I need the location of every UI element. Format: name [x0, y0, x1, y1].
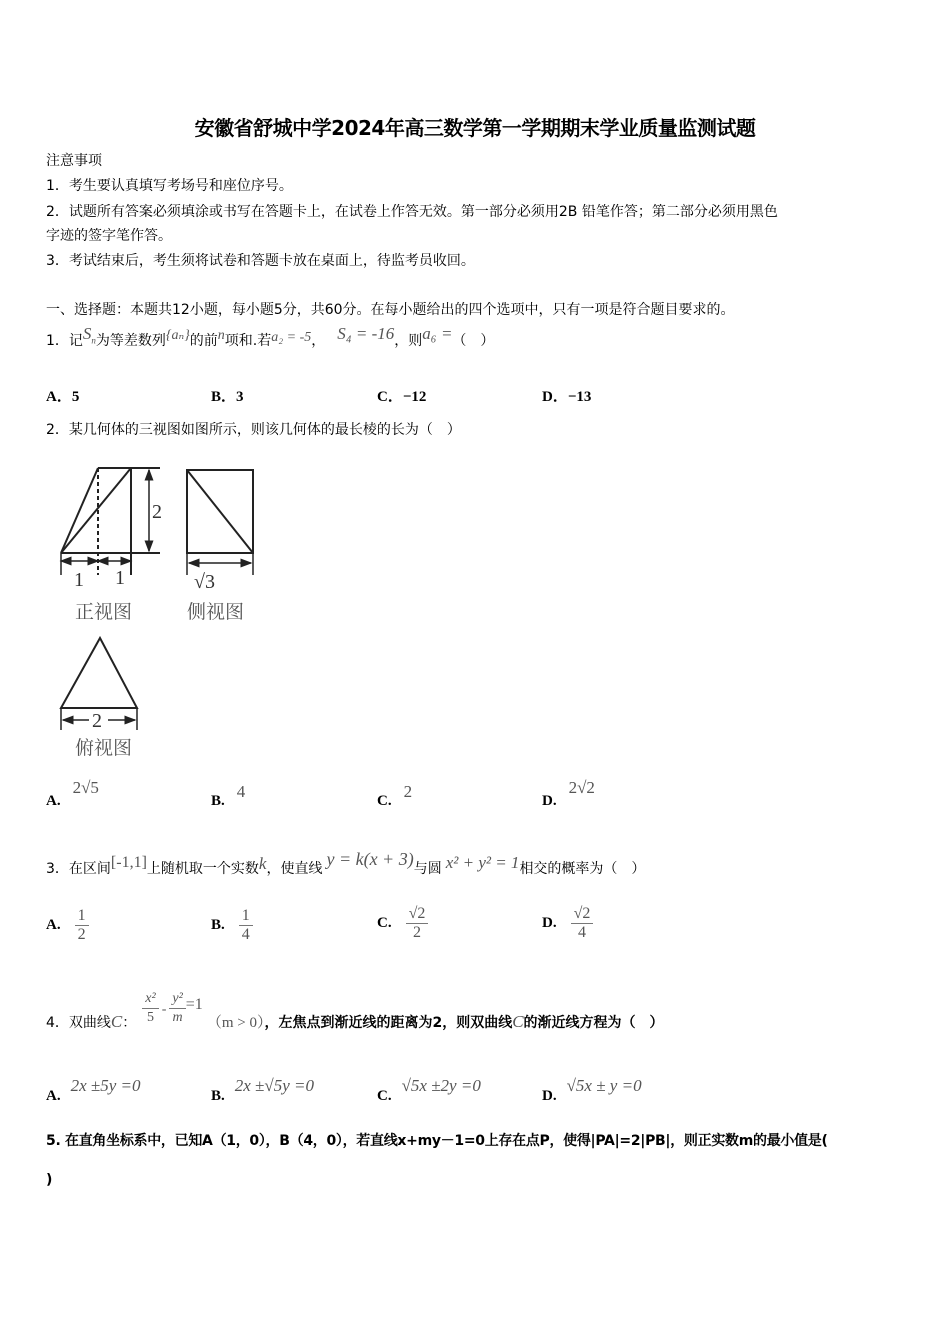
q1-text: 项和.若 — [224, 333, 272, 349]
q1-n: n — [217, 328, 225, 343]
q4-frac1-den: 5 — [146, 1010, 154, 1025]
note-item: 字迹的签字笔作答。 — [46, 228, 172, 244]
front-view — [61, 468, 160, 575]
q1-an: {aₙ} — [165, 328, 190, 343]
page-title: 安徽省舒城中学2024年高三数学第一学期期末学业质量监测试题 — [194, 116, 756, 140]
q4-c: C — [110, 1011, 123, 1031]
q1-option-c[interactable]: C．−12 — [377, 389, 427, 405]
side-view — [187, 470, 253, 575]
q3-option-a[interactable]: A. $\frac{1}{2}$ — [46, 907, 89, 944]
q2-option-d[interactable]: D.2√2 — [542, 778, 595, 809]
side-view-label: 侧视图 — [187, 602, 245, 623]
question-3 — [46, 849, 646, 879]
side-diagonal — [187, 470, 253, 553]
q1-option-a[interactable]: A．5 — [46, 389, 80, 405]
question-1 — [46, 324, 495, 356]
q3-text: 上随机取一个实数 — [146, 861, 259, 877]
question-2: 2．某几何体的三视图如图所示，则该几何体的最长棱的长为（ ） — [46, 422, 461, 438]
q1-text: （ ） — [452, 333, 495, 349]
q1-option-d[interactable]: D．−13 — [542, 389, 592, 405]
q3-text: ，使直线 — [266, 861, 323, 877]
dim-top-label: 2 — [92, 710, 102, 732]
question-5-continued: ) — [46, 1172, 53, 1188]
dim-height-label: 2 — [152, 501, 162, 523]
q1-ask: a₆ = — [422, 324, 453, 343]
q1-text: 1．记 — [46, 333, 83, 349]
top-view-label: 俯视图 — [75, 738, 133, 759]
front-view-label: 正视图 — [75, 602, 133, 623]
q1-cond1: a₂ = -5 — [271, 330, 312, 345]
q2-option-a[interactable]: A.2√5 — [46, 778, 99, 809]
q4-option-a[interactable]: A.2x ±5y =0 — [46, 1076, 141, 1104]
q2-option-c[interactable]: C. 2 — [377, 782, 413, 809]
q1-text: 为等差数列 — [95, 333, 166, 349]
q3-text: 与圆 — [413, 861, 442, 877]
q4-frac2-num: y² — [169, 990, 185, 1009]
q3-text: 相交的概率为（ ） — [519, 861, 646, 877]
q3-circle: x² + y² = 1 — [445, 853, 520, 872]
note-item: 3．考试结束后，考生须将试卷和答题卡放在桌面上，待监考员收回。 — [46, 253, 475, 269]
section-heading: 一、选择题：本题共12小题，每小题5分，共60分。在每小题给出的四个选项中，只有一项是符合题目要求的。 — [46, 302, 735, 318]
note-item: 1．考生要认真填写考场号和座位序号。 — [46, 178, 293, 194]
q1-text: ，则 — [394, 333, 423, 349]
q3-interval: [-1,1] — [110, 854, 147, 871]
q4-frac2-den: m — [172, 1010, 183, 1025]
q3-line: y = k(x + 3) — [326, 849, 414, 869]
three-view-figure — [0, 440, 300, 770]
q3-option-b[interactable]: B. $\frac{1}{4}$ — [211, 907, 253, 944]
front-left-edge — [61, 468, 98, 553]
dim-front-left-label: 1 — [74, 569, 84, 591]
q4-text: ： — [122, 1014, 137, 1031]
q1-option-b[interactable]: B．3 — [211, 389, 244, 405]
q4-option-b[interactable]: B.2x ±√5y =0 — [211, 1076, 314, 1104]
dim-front-right-label: 1 — [115, 567, 125, 589]
q3-option-d[interactable]: D. $\frac{√2}{4}$ — [542, 905, 593, 942]
front-diagonal — [61, 468, 131, 553]
question-4: 4．双曲线C： $\frac{\text{x²}}{5}$ - $\frac{\text{y²}}{m}$ =1（m > 0），左焦点到渐近线的距离为2，则双曲线C的渐近线方程为（ ） — [46, 991, 664, 1031]
dim-side-label: √3 — [194, 571, 215, 593]
q1-text: 的前 — [189, 333, 218, 349]
notes-heading: 注意事项 — [46, 153, 102, 169]
q4-text: 的渐近线方程为（ ） — [523, 1014, 664, 1031]
q4-frac1-num: x² — [142, 990, 158, 1009]
q1-sn: $S_n$ — [82, 324, 96, 346]
question-5: 5. 在直角坐标系中，已知A（1，0），B（4，0），若直线x+my－1=0上存在点P，使得|PA|=2|PB|，则正实数m的最小值是( — [46, 1133, 828, 1149]
q2-option-b[interactable]: B. 4 — [211, 782, 246, 809]
q3-k: k — [258, 854, 267, 873]
q3-text: 3．在区间 — [46, 861, 111, 877]
q4-text: 4．双曲线 — [46, 1014, 111, 1031]
q4-option-d[interactable]: D.√5x ± y =0 — [542, 1076, 642, 1104]
note-item: 2．试题所有答案必须填涂或书写在答题卡上，在试卷上作答无效。第一部分必须用2B 铅笔作答；第二部分必须用黑色 — [46, 204, 778, 220]
q1-text: ， — [311, 333, 326, 349]
q4-cond: （m > 0） — [206, 1014, 265, 1031]
q3-option-c[interactable]: C. $\frac{√2}{2}$ — [377, 905, 428, 942]
q1-cond2: S₄ = -16 — [337, 324, 395, 343]
q4-option-c[interactable]: C.√5x ±2y =0 — [377, 1076, 481, 1104]
q4-text: ，左焦点到渐近线的距离为2，则双曲线 — [264, 1014, 513, 1031]
